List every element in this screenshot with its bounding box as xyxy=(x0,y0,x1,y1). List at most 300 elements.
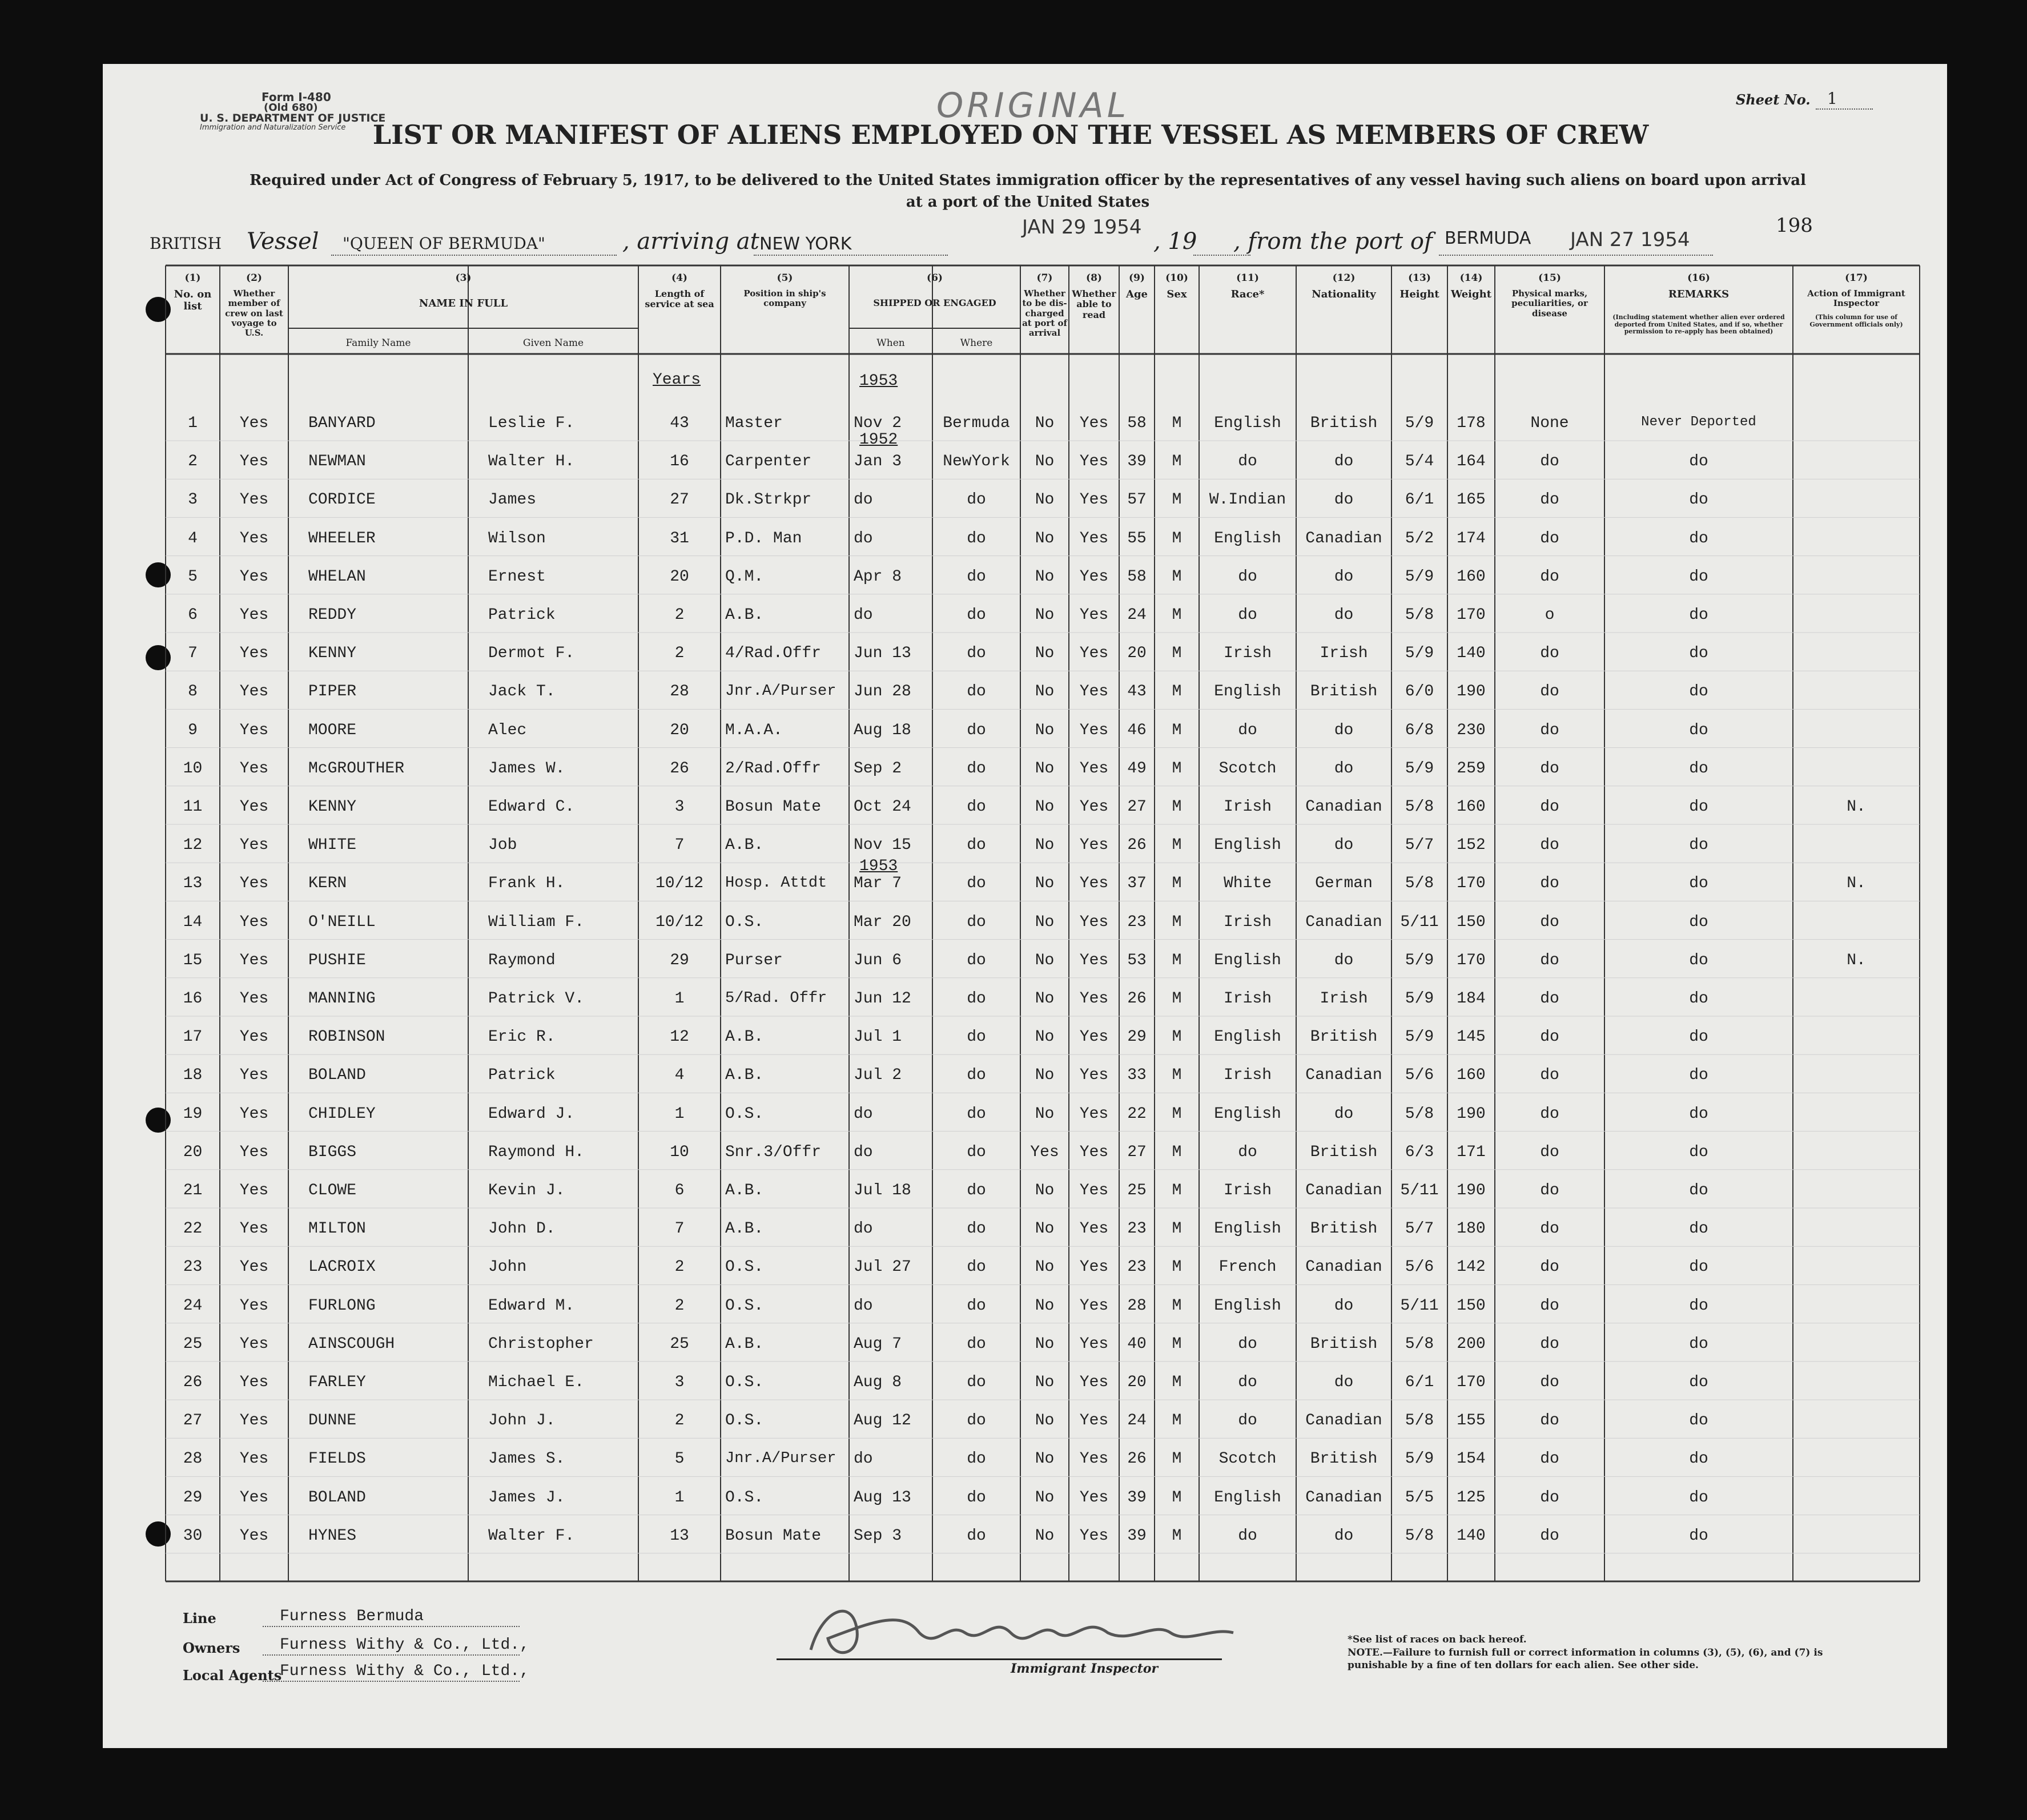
table-cell: No xyxy=(1035,1182,1055,1199)
table-cell: do xyxy=(1540,1182,1559,1199)
table-cell: 28 xyxy=(1127,1296,1147,1315)
table-cell: Jan 3 xyxy=(854,453,902,471)
table-cell: do xyxy=(1689,567,1708,586)
table-cell: Canadian xyxy=(1305,1258,1382,1277)
table-cell: No xyxy=(1035,491,1055,509)
table-cell: N. xyxy=(1847,798,1866,816)
table-cell: do xyxy=(1689,1335,1708,1353)
table-cell: 19 xyxy=(183,1105,203,1123)
table-cell: Yes xyxy=(1079,951,1109,969)
table-cell: Never Deported xyxy=(1641,414,1756,430)
table-cell: British xyxy=(1310,1143,1378,1161)
table-cell: Yes xyxy=(1079,1066,1109,1085)
table-cell: Canadian xyxy=(1305,913,1382,931)
table-cell: Nov 2 xyxy=(854,414,902,432)
table-cell: Raymond xyxy=(488,951,556,969)
table-cell: No xyxy=(1035,529,1055,547)
table-cell: Carpenter xyxy=(725,453,812,471)
table-cell: Yes xyxy=(1079,1450,1109,1468)
table-cell: do xyxy=(1540,990,1559,1008)
table-cell: James S. xyxy=(488,1450,565,1468)
table-cell: William F. xyxy=(488,913,585,931)
table-cell: M xyxy=(1172,683,1182,701)
table-cell: do xyxy=(1540,1374,1559,1391)
table-cell: 2 xyxy=(674,1412,685,1430)
table-cell: 190 xyxy=(1457,1105,1486,1123)
table-cell: Yes xyxy=(1079,1220,1109,1238)
table-cell: 53 xyxy=(1127,951,1147,969)
table-cell: Yes xyxy=(1079,759,1109,778)
table-cell: Yes xyxy=(1079,491,1109,509)
table-cell: do xyxy=(854,1296,873,1315)
table-cell: 6 xyxy=(188,606,198,624)
table-cell: Yes xyxy=(239,836,269,855)
table-cell: British xyxy=(1310,1450,1378,1468)
column-header-14: Weight xyxy=(1450,288,1492,300)
table-cell: do xyxy=(1689,913,1708,931)
table-cell: NEWMAN xyxy=(308,453,366,471)
table-cell: English xyxy=(1214,414,1281,432)
year-1953b-annotation: 1953 xyxy=(859,857,898,875)
table-cell: Canadian xyxy=(1305,529,1382,547)
table-cell: Yes xyxy=(239,990,269,1008)
table-cell: do xyxy=(854,1105,873,1123)
table-cell: Q.M. xyxy=(725,567,764,586)
table-cell: M xyxy=(1172,1412,1182,1430)
table-cell: do xyxy=(1689,1105,1708,1123)
year-label: , 19 xyxy=(1153,228,1197,255)
table-cell: M xyxy=(1172,798,1182,816)
table-cell: REDDY xyxy=(308,606,357,624)
table-cell: M xyxy=(1172,913,1182,931)
column-header-9: Age xyxy=(1125,288,1148,300)
table-cell: 58 xyxy=(1127,567,1147,586)
table-cell: 31 xyxy=(670,529,689,547)
table-cell: Mar 20 xyxy=(854,913,911,931)
column-number: (10) xyxy=(1165,272,1188,284)
table-cell: 27 xyxy=(670,491,689,509)
table-cell: Walter H. xyxy=(488,453,575,471)
table-cell: Jul 1 xyxy=(854,1028,902,1046)
table-cell: 142 xyxy=(1457,1258,1486,1277)
column-header-8: Whether able to read xyxy=(1072,288,1116,320)
table-cell: do xyxy=(1689,1412,1708,1430)
table-cell: German xyxy=(1315,875,1373,893)
table-cell: do xyxy=(967,683,986,701)
table-cell: do xyxy=(1689,1258,1708,1277)
table-cell: 170 xyxy=(1457,951,1486,969)
table-cell: do xyxy=(967,606,986,624)
table-cell: do xyxy=(1689,990,1708,1008)
table-cell: English xyxy=(1214,951,1281,969)
table-cell: 5/9 xyxy=(1405,1028,1434,1046)
table-cell: PIPER xyxy=(308,683,357,701)
table-cell: M xyxy=(1172,836,1182,855)
vessel-flag: BRITISH xyxy=(150,234,222,253)
table-cell: Yes xyxy=(1079,414,1109,432)
sheet-number: 1 xyxy=(1827,89,1837,108)
table-cell: No xyxy=(1035,1527,1055,1545)
table-cell: do xyxy=(967,1143,986,1161)
table-cell: 140 xyxy=(1457,1527,1486,1545)
table-cell: do xyxy=(967,1335,986,1353)
table-cell: Aug 7 xyxy=(854,1335,902,1353)
table-cell: do xyxy=(1689,1488,1708,1507)
table-cell: 23 xyxy=(183,1258,203,1277)
column-number: (13) xyxy=(1408,272,1431,284)
table-cell: Yes xyxy=(239,1488,269,1507)
column-header-13: Height xyxy=(1399,288,1439,300)
table-cell: Hosp. Attdt xyxy=(725,875,827,892)
table-cell: M xyxy=(1172,1296,1182,1315)
table-cell: Sep 3 xyxy=(854,1527,902,1545)
table-cell: do xyxy=(1689,1374,1708,1391)
table-cell: do xyxy=(1540,1220,1559,1238)
table-cell: 3 xyxy=(674,798,685,816)
table-cell: No xyxy=(1035,1296,1055,1315)
table-cell: White xyxy=(1223,875,1272,893)
table-cell: do xyxy=(1540,491,1559,509)
year-1953-annotation: 1953 xyxy=(859,372,898,390)
table-cell: 230 xyxy=(1457,721,1486,739)
arrival-date-stamp: JAN 29 1954 xyxy=(1022,216,1142,239)
table-cell: A.B. xyxy=(725,606,764,624)
column-number: (11) xyxy=(1236,272,1259,284)
table-cell: 25 xyxy=(1127,1182,1147,1199)
table-cell: 6/1 xyxy=(1405,491,1434,509)
table-cell: 6/3 xyxy=(1405,1143,1434,1161)
from-port: BERMUDA xyxy=(1445,228,1531,248)
table-cell: Yes xyxy=(239,951,269,969)
table-cell: Yes xyxy=(1079,1028,1109,1046)
owners-value: Furness Withy & Co., Ltd., xyxy=(280,1636,529,1654)
departure-date-stamp: JAN 27 1954 xyxy=(1570,228,1690,251)
table-cell: M xyxy=(1172,951,1182,969)
table-cell: 154 xyxy=(1457,1450,1486,1468)
table-cell: No xyxy=(1035,606,1055,624)
table-cell: Yes xyxy=(1079,1105,1109,1123)
table-cell: O.S. xyxy=(725,1105,764,1123)
column-number: (3) xyxy=(455,272,472,284)
table-cell: Scotch xyxy=(1218,1450,1277,1468)
table-cell: Jack T. xyxy=(488,683,556,701)
table-cell: 29 xyxy=(183,1488,203,1507)
table-cell: 27 xyxy=(183,1412,203,1430)
table-cell: No xyxy=(1035,683,1055,701)
table-cell: 4 xyxy=(188,529,198,547)
table-cell: HYNES xyxy=(308,1527,357,1545)
table-cell: 171 xyxy=(1457,1143,1486,1161)
table-cell: Yes xyxy=(1079,1488,1109,1507)
table-cell: M xyxy=(1172,1220,1182,1238)
table-cell: 18 xyxy=(183,1066,203,1085)
table-cell: A.B. xyxy=(725,1028,764,1046)
table-cell: James J. xyxy=(488,1488,565,1507)
table-cell: do xyxy=(1540,1527,1559,1545)
table-cell: Irish xyxy=(1320,990,1368,1008)
table-cell: M xyxy=(1172,1335,1182,1353)
table-cell: 15 xyxy=(183,951,203,969)
column-number: (12) xyxy=(1332,272,1356,284)
table-cell: do xyxy=(1689,875,1708,893)
table-cell: 33 xyxy=(1127,1066,1147,1085)
table-cell: do xyxy=(1540,1028,1559,1046)
table-cell: 5/2 xyxy=(1405,529,1434,547)
table-cell: No xyxy=(1035,1335,1055,1353)
table-cell: Yes xyxy=(239,913,269,931)
table-cell: Yes xyxy=(239,759,269,778)
table-cell: Jnr.A/Purser xyxy=(725,683,836,700)
table-cell: do xyxy=(854,491,873,509)
table-cell: do xyxy=(1689,683,1708,701)
table-cell: do xyxy=(967,1028,986,1046)
table-cell: M xyxy=(1172,721,1182,739)
arriving-label: , arriving at xyxy=(622,228,759,255)
table-cell: No xyxy=(1035,721,1055,739)
table-cell: do xyxy=(967,1296,986,1315)
vessel-name: "QUEEN OF BERMUDA" xyxy=(343,234,545,253)
table-cell: Edward J. xyxy=(488,1105,575,1123)
column-number: (4) xyxy=(671,272,687,284)
table-cell: KENNY xyxy=(308,645,357,663)
table-cell: No xyxy=(1035,1220,1055,1238)
table-cell: do xyxy=(854,1450,873,1468)
table-cell: O'NEILL xyxy=(308,913,376,931)
column-number: (17) xyxy=(1845,272,1868,284)
table-cell: do xyxy=(1540,1143,1559,1161)
table-cell: M xyxy=(1172,491,1182,509)
table-cell: 7 xyxy=(188,645,198,663)
table-cell: 46 xyxy=(1127,721,1147,739)
table-cell: Canadian xyxy=(1305,1488,1382,1507)
table-cell: 9 xyxy=(188,721,198,739)
table-cell: Apr 8 xyxy=(854,567,902,586)
table-cell: do xyxy=(1238,721,1257,739)
table-cell: M xyxy=(1172,529,1182,547)
column-header-1: No. on list xyxy=(174,288,212,312)
table-cell: Yes xyxy=(1079,1335,1109,1353)
table-cell: No xyxy=(1035,951,1055,969)
form-old-number: (Old 680) xyxy=(264,102,318,114)
table-cell: do xyxy=(967,645,986,663)
table-cell: do xyxy=(1540,1066,1559,1085)
table-cell: M xyxy=(1172,1105,1182,1123)
table-cell: do xyxy=(854,1220,873,1238)
page-title: LIST OR MANIFEST OF ALIENS EMPLOYED ON THE VESSEL AS MEMBERS OF CREW xyxy=(372,119,1649,150)
table-cell: Edward M. xyxy=(488,1296,575,1315)
table-cell: do xyxy=(1540,759,1559,778)
table-cell: Alec xyxy=(488,721,527,739)
table-cell: 30 xyxy=(183,1527,203,1545)
vessel-label: Vessel xyxy=(247,228,319,255)
table-cell: 5/9 xyxy=(1405,645,1434,663)
table-cell: do xyxy=(967,721,986,739)
table-cell: No xyxy=(1035,913,1055,931)
table-cell: M xyxy=(1172,1143,1182,1161)
table-cell: No xyxy=(1035,836,1055,855)
table-cell: Canadian xyxy=(1305,1182,1382,1199)
table-cell: 8 xyxy=(188,683,198,701)
table-cell: No xyxy=(1035,1066,1055,1085)
table-cell: Nov 15 xyxy=(854,836,911,855)
table-cell: BIGGS xyxy=(308,1143,357,1161)
table-cell: Leslie F. xyxy=(488,414,575,432)
table-cell: do xyxy=(1689,1028,1708,1046)
table-cell: M xyxy=(1172,1450,1182,1468)
table-cell: 29 xyxy=(670,951,689,969)
column-header-10: Sex xyxy=(1167,288,1187,300)
table-cell: English xyxy=(1214,529,1281,547)
table-cell: British xyxy=(1310,1028,1378,1046)
table-cell: 28 xyxy=(670,683,689,701)
table-cell: 49 xyxy=(1127,759,1147,778)
table-cell: 27 xyxy=(1127,1143,1147,1161)
table-cell: Irish xyxy=(1320,645,1368,663)
table-cell: CHIDLEY xyxy=(308,1105,376,1123)
table-cell: 10 xyxy=(183,759,203,778)
table-cell: Canadian xyxy=(1305,798,1382,816)
column-subheader: Where xyxy=(960,337,993,349)
table-cell: 28 xyxy=(183,1450,203,1468)
table-cell: MOORE xyxy=(308,721,357,739)
table-cell: do xyxy=(967,990,986,1008)
table-cell: Yes xyxy=(1079,1527,1109,1545)
table-cell: Jun 12 xyxy=(854,990,911,1008)
table-cell: do xyxy=(967,1182,986,1199)
column-subheader: Given Name xyxy=(522,337,584,349)
column-number: (14) xyxy=(1459,272,1483,284)
table-cell: O.S. xyxy=(725,1258,764,1277)
table-cell: Yes xyxy=(1079,1258,1109,1277)
column-header-15: Physical marks, peculiarities, or disease xyxy=(1511,288,1588,319)
owners-label: Owners xyxy=(183,1640,240,1656)
table-cell: CORDICE xyxy=(308,491,376,509)
table-cell: 259 xyxy=(1457,759,1486,778)
table-cell: Yes xyxy=(1079,875,1109,893)
table-cell: do xyxy=(967,1527,986,1545)
table-cell: do xyxy=(1540,1258,1559,1277)
table-cell: M xyxy=(1172,875,1182,893)
table-cell: o xyxy=(1545,606,1555,624)
table-cell: do xyxy=(1334,721,1354,739)
table-cell: 164 xyxy=(1457,453,1486,471)
table-cell: 3 xyxy=(674,1374,685,1391)
table-cell: do xyxy=(1238,1527,1257,1545)
table-cell: M xyxy=(1172,1066,1182,1085)
table-cell: Yes xyxy=(239,1143,269,1161)
table-cell: do xyxy=(967,759,986,778)
table-cell: 16 xyxy=(670,453,689,471)
table-cell: 14 xyxy=(183,913,203,931)
table-cell: Yes xyxy=(239,1335,269,1353)
table-cell: 13 xyxy=(670,1527,689,1545)
table-cell: 150 xyxy=(1457,1296,1486,1315)
table-cell: Yes xyxy=(1079,683,1109,701)
table-cell: French xyxy=(1218,1258,1277,1277)
table-cell: Irish xyxy=(1223,1182,1272,1199)
table-cell: do xyxy=(1238,567,1257,586)
table-cell: No xyxy=(1035,798,1055,816)
table-cell: 5/11 xyxy=(1400,1296,1439,1315)
column-header-2: Whether member of crew on last voyage to U.S. xyxy=(225,288,283,338)
table-cell: 5/11 xyxy=(1400,913,1439,931)
table-cell: M xyxy=(1172,645,1182,663)
department-name: U. S. DEPARTMENT OF JUSTICE xyxy=(200,112,386,124)
table-cell: British xyxy=(1310,1335,1378,1353)
column-header-17: Action of Immigrant Inspector xyxy=(1807,288,1905,309)
table-cell: do xyxy=(1540,1488,1559,1507)
table-cell: 2/Rad.Offr xyxy=(725,759,822,778)
table-cell: Yes xyxy=(1079,798,1109,816)
table-cell: Canadian xyxy=(1305,1412,1382,1430)
table-cell: 165 xyxy=(1457,491,1486,509)
table-cell: 2 xyxy=(674,645,685,663)
table-cell: Yes xyxy=(239,1296,269,1315)
table-cell: 20 xyxy=(1127,645,1147,663)
table-cell: 7 xyxy=(674,836,685,855)
table-cell: 1 xyxy=(674,990,685,1008)
table-cell: Patrick xyxy=(488,606,556,624)
table-cell: do xyxy=(1238,606,1257,624)
table-cell: do xyxy=(1238,1374,1257,1391)
table-cell: 40 xyxy=(1127,1335,1147,1353)
table-cell: do xyxy=(1238,1335,1257,1353)
table-cell: Irish xyxy=(1223,913,1272,931)
table-cell: 10/12 xyxy=(655,913,703,931)
column-header-11: Race* xyxy=(1230,288,1265,300)
table-cell: MILTON xyxy=(308,1220,366,1238)
table-cell: 160 xyxy=(1457,567,1486,586)
table-cell: Yes xyxy=(239,453,269,471)
table-cell: 1 xyxy=(674,1105,685,1123)
table-cell: 20 xyxy=(670,721,689,739)
table-cell: do xyxy=(1238,1412,1257,1430)
table-cell: 5/9 xyxy=(1405,414,1434,432)
table-cell: 24 xyxy=(1127,1412,1147,1430)
table-cell: 27 xyxy=(1127,798,1147,816)
table-cell: do xyxy=(1689,1296,1708,1315)
table-cell: do xyxy=(1540,798,1559,816)
table-cell: Yes xyxy=(239,683,269,701)
table-cell: 170 xyxy=(1457,606,1486,624)
table-cell: Yes xyxy=(239,414,269,432)
table-cell: Yes xyxy=(239,567,269,586)
table-cell: do xyxy=(967,1412,986,1430)
table-cell: 7 xyxy=(674,1220,685,1238)
table-cell: 5/8 xyxy=(1405,1527,1434,1545)
table-cell: Yes xyxy=(1079,1374,1109,1391)
table-cell: KENNY xyxy=(308,798,357,816)
table-cell: 12 xyxy=(183,836,203,855)
table-cell: M xyxy=(1172,606,1182,624)
table-cell: British xyxy=(1310,1220,1378,1238)
table-cell: O.S. xyxy=(725,913,764,931)
form-number: Form I-480 xyxy=(262,90,331,104)
table-cell: do xyxy=(1334,1527,1354,1545)
table-cell: Yes xyxy=(239,606,269,624)
table-cell: Yes xyxy=(239,1105,269,1123)
table-cell: English xyxy=(1214,1220,1281,1238)
table-cell: Jun 6 xyxy=(854,951,902,969)
table-cell: 5/7 xyxy=(1405,1220,1434,1238)
table-cell: 58 xyxy=(1127,414,1147,432)
table-cell: Yes xyxy=(1030,1143,1059,1161)
table-cell: Yes xyxy=(1079,529,1109,547)
table-cell: M xyxy=(1172,990,1182,1008)
table-cell: 5 xyxy=(674,1450,685,1468)
table-cell: No xyxy=(1035,453,1055,471)
table-cell: Sep 2 xyxy=(854,759,902,778)
